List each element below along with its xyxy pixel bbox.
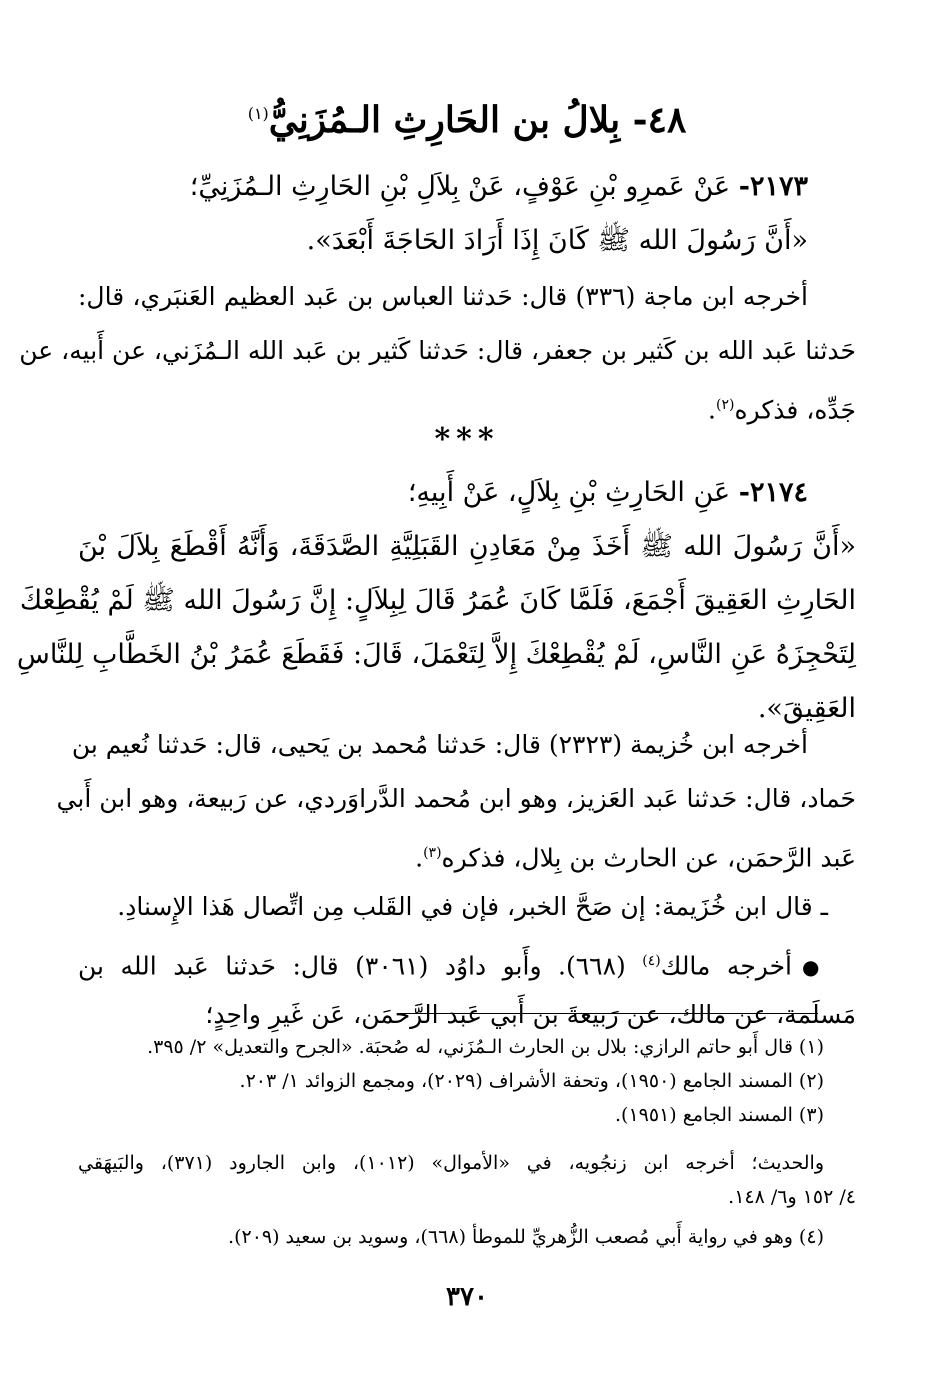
malik-text: (٦٦٨). وأَبو داوُد (٣٠٦١) قال: حَدثنا عَبد الله بن <box>78 951 626 981</box>
takhrij-end: . <box>415 843 424 873</box>
footnotes <box>78 1030 824 1132</box>
chapter-title <box>100 88 834 146</box>
takhrij-text: عَبد الرَّحمَن، عن الحارث بن بِلال، فذكره <box>441 843 856 873</box>
hadith-2173 <box>78 160 856 268</box>
bullet-icon: ● <box>802 955 828 980</box>
footnote-divider <box>400 1013 818 1014</box>
hadith-matn: «أَنَّ رَسُولَ الله ﷺ أَخَذَ مِنْ مَعَادِنِ القَبَلِيَّةِ الصَّدَقَةَ، وَأَنَّهُ أَقْطَعَ بِلاَلَ بْنَ <box>78 531 856 562</box>
hadith-number: ٢١٧٤- <box>738 477 808 508</box>
takhrij-2173 <box>19 270 856 432</box>
section-separator: *** <box>434 422 500 457</box>
takhrij-2174 <box>56 718 856 1042</box>
footnote-2: (٢) المسند الجامع (١٩٥٠)، وتحفة الأشراف (٢٠٢٩)، ومجمع الزوائد ١/ ٢٠٣. <box>239 1070 824 1092</box>
takhrij-line: أخرجه ابن ماجة (٣٣٦) قال: حَدثنا العباس بن عَبد العظيم العَنبَري، قال: <box>78 282 808 311</box>
footnote-1: (١) قال أَبو حاتم الرازي: بلال بن الحارث الـمُزَني، له صُحبَة. «الجرح والتعديل» ٢/ ٣٩٥. <box>147 1036 824 1058</box>
footnote-4: (٤) وهو في رواية أَبي مُصعب الزُّهريِّ للموطأ (٦٦٨)، وسويد بن سعيد (٢٠٩). <box>228 1226 824 1248</box>
footnote-3-continued <box>78 1146 856 1214</box>
hadith-matn: لِتَحْجِزَهُ عَنِ النَّاسِ، لَمْ يُقْطِعْكَ إِلاَّ لِتَعْمَلَ، قَالَ: فَقَطَعَ عُمَرُ بْنُ الخَطَّابِ لِلنَّاسِ <box>16 639 856 670</box>
takhrij-text: جَدِّه، فذكره <box>734 395 856 425</box>
footnotes-end <box>78 1220 824 1254</box>
hadith-matn: العَقِيقَ». <box>757 693 856 724</box>
takhrij-line: أخرجه ابن خُزيمة (٢٣٢٣) قال: حَدثنا مُحمد بن يَحيى، قال: حَدثنا نُعيم بن <box>71 730 808 759</box>
takhrij-line: مَسلَمة، عن مالك، عن رَبيعةَ بن أَبي عَبد الرَّحمَن، عَن غَيرِ واحِدٍ؛ <box>205 1000 856 1029</box>
hadith-number: ٢١٧٣- <box>738 171 808 202</box>
takhrij-line <box>78 826 856 880</box>
chapter-title-text: ٤٨- بِلالُ بن الحَارِثِ الـمُزَنِيُّ <box>268 99 687 141</box>
hadith-line <box>78 466 856 520</box>
malik-line <box>78 934 856 988</box>
ibn-khuzayma-comment: ـ قال ابن خُزَيمة: إن صَحَّ الخبر، فإن في القَلب مِن اتِّصال هَذا الإِسنادِ. <box>117 892 828 921</box>
page-number: ٣٧٠ <box>446 1282 488 1312</box>
hadith-matn: الحَارِثِ العَقِيقَ أَجْمَعَ، فَلَمَّا كَانَ عُمَرُ قَالَ لِبِلاَلٍ: إِنَّ رَسُولَ الله ﷺ لَمْ يُقْطِعْكَ <box>19 585 856 616</box>
hadith-2174 <box>16 466 856 736</box>
footnote-3-line: والحديث؛ أخرجه ابن زنجُويه، في «الأموال» (١٠١٢)، وابن الجارود (٣٧١)، والبَيهَقي <box>78 1152 825 1174</box>
takhrij-line: حَماد، قال: حَدثنا عَبد العَزيز، وهو ابن مُحمد الدَّراوَردي، عن رَبيعة، وهو ابن أَبي <box>56 784 856 813</box>
takhrij-end: . <box>708 395 716 425</box>
footnote-3: (٣) المسند الجامع (١٩٥١). <box>615 1104 824 1126</box>
hadith-chain: عَنِ الحَارِثِ بْنِ بِلاَلٍ، عَنْ أَبِيهِ؛ <box>407 477 731 508</box>
takhrij-line: حَدثنا عَبد الله بن كَثير بن جعفر، قال: حَدثنا كَثير بن عَبد الله الـمُزَني، عن أَبيه، عن <box>19 336 856 365</box>
footnote-3-line: ٤/ ١٥٢ و٦/ ١٤٨. <box>728 1186 856 1208</box>
footnote-ref-1: (١) <box>247 104 269 123</box>
footnote-ref-3: (٣) <box>423 845 442 861</box>
malik-text: أخرجه مالك <box>660 951 792 981</box>
hadith-chain: عَنْ عَمرِو بْنِ عَوْفٍ، عَنْ بِلاَلِ بْنِ الحَارِثِ الـمُزَنِيِّ؛ <box>189 171 731 202</box>
hadith-matn: «أَنَّ رَسُولَ الله ﷺ كَانَ إِذَا أَرَادَ الحَاجَةَ أَبْعَدَ». <box>306 225 808 256</box>
footnote-ref-4: (٤) <box>642 953 661 969</box>
footnote-ref-2: (٢) <box>715 397 735 413</box>
hadith-line <box>78 160 856 214</box>
